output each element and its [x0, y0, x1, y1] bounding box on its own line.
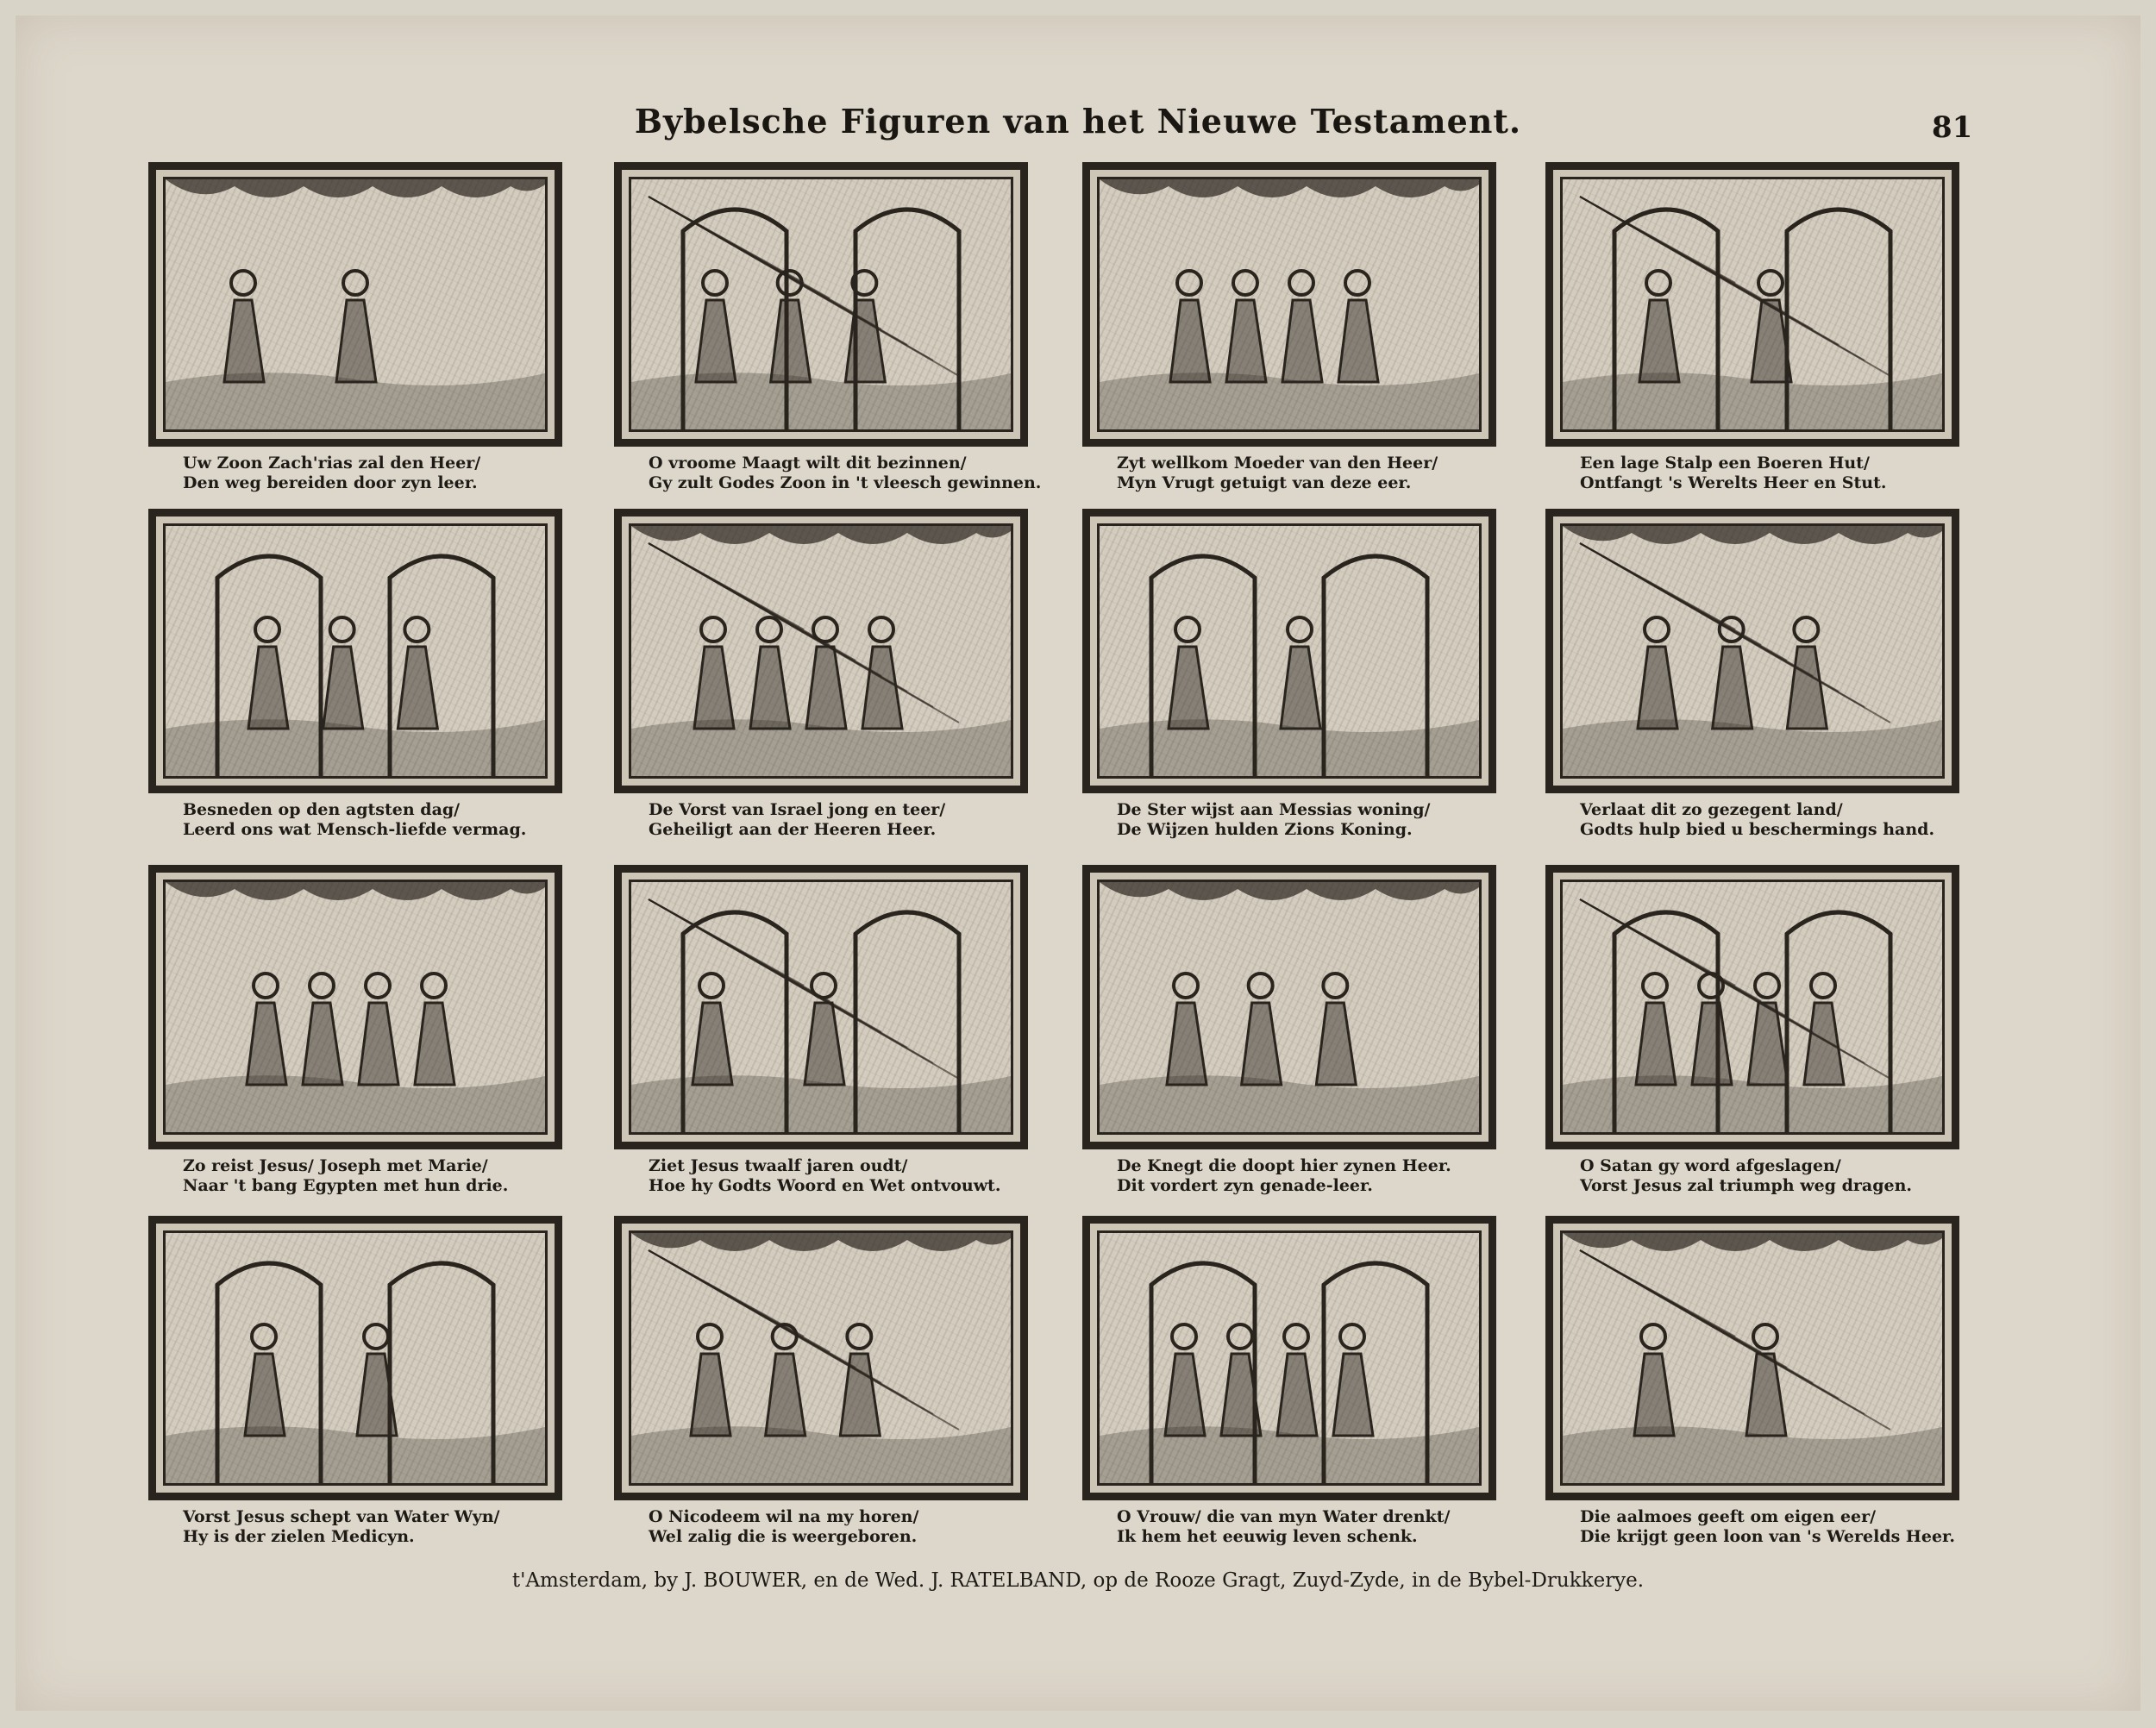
panel-caption [1580, 454, 1977, 493]
panel-caption [1117, 454, 1514, 493]
caption-line-2: Die krijgt geen loon van 's Werelds Heer. [1580, 1527, 1955, 1546]
scene-drawing [1100, 526, 1479, 776]
woodcut-frame [614, 162, 1028, 447]
panel-caption [1580, 1156, 1977, 1196]
woodcut-frame [1082, 865, 1496, 1149]
woodcut-frame [148, 1216, 562, 1500]
caption-line-2: Dit vordert zyn genade-leer. [1117, 1176, 1373, 1195]
caption-line-2: Godts hulp bied u beschermings hand. [1580, 820, 1935, 839]
scene-drawing [166, 179, 545, 429]
caption-line-2: Myn Vrugt getuigt van deze eer. [1117, 473, 1412, 492]
scene-drawing [631, 882, 1011, 1132]
caption-line-1: De Knegt die doopt hier zynen Heer. [1117, 1156, 1451, 1175]
scene-drawing [1100, 882, 1479, 1132]
scene-drawing [166, 526, 545, 776]
scene-drawing [1563, 179, 1942, 429]
imprint-line: t'Amsterdam, by J. BOUWER, en de Wed. J. RATELBAND, op de Rooze Gragt, Zuyd-Zyde, in de Bybel-Drukkerye. [511, 1569, 1645, 1592]
woodcut-frame [1545, 162, 1959, 447]
woodcut-frame [614, 509, 1028, 793]
woodcut-illustration [1097, 523, 1482, 779]
woodcut-illustration [629, 1230, 1013, 1486]
woodcut-frame [1545, 1216, 1959, 1500]
woodcut-illustration [163, 880, 548, 1135]
scene-drawing [631, 1233, 1011, 1483]
woodcut-illustration [629, 523, 1013, 779]
caption-line-2: Ik hem het eeuwig leven schenk. [1117, 1527, 1418, 1546]
caption-line-1: Die aalmoes geeft om eigen eer/ [1580, 1507, 1877, 1526]
caption-line-2: Hy is der zielen Medicyn. [183, 1527, 415, 1546]
caption-line-1: Uw Zoon Zach'rias zal den Heer/ [183, 454, 481, 473]
woodcut-illustration [163, 523, 548, 779]
panel-caption [1580, 1507, 1977, 1547]
caption-line-1: Verlaat dit zo gezegent land/ [1580, 800, 1843, 819]
panel-caption [649, 454, 1045, 493]
woodcut-frame [148, 509, 562, 793]
woodcut-frame [1082, 1216, 1496, 1500]
scene-drawing [1563, 1233, 1942, 1483]
woodcut-frame [614, 865, 1028, 1149]
panel-caption [649, 800, 1045, 840]
caption-line-2: Ontfangt 's Werelts Heer en Stut. [1580, 473, 1887, 492]
panel-caption [649, 1507, 1045, 1547]
panel-caption [649, 1156, 1045, 1196]
woodcut-illustration [163, 1230, 548, 1486]
scene-drawing [166, 882, 545, 1132]
caption-line-1: O vroome Maagt wilt dit bezinnen/ [649, 454, 967, 473]
caption-line-2: Naar 't bang Egypten met hun drie. [183, 1176, 509, 1195]
panel-caption [183, 800, 580, 840]
scene-drawing [631, 179, 1011, 429]
woodcut-frame [1082, 509, 1496, 793]
caption-line-2: Hoe hy Godts Woord en Wet ontvouwt. [649, 1176, 1001, 1195]
woodcut-frame [148, 162, 562, 447]
caption-line-1: O Nicodeem wil na my horen/ [649, 1507, 919, 1526]
caption-line-1: Ziet Jesus twaalf jaren oudt/ [649, 1156, 908, 1175]
caption-line-1: De Ster wijst aan Messias woning/ [1117, 800, 1431, 819]
panel-caption [1117, 1507, 1514, 1547]
caption-line-1: O Vrouw/ die van myn Water drenkt/ [1117, 1507, 1451, 1526]
panel-caption [1117, 1156, 1514, 1196]
scene-drawing [1563, 526, 1942, 776]
page-number: 81 [1932, 110, 1973, 145]
scene-drawing [1100, 1233, 1479, 1483]
caption-line-1: Besneden op den agtsten dag/ [183, 800, 461, 819]
panel-caption [183, 1507, 580, 1547]
woodcut-illustration [629, 880, 1013, 1135]
scene-drawing [631, 526, 1011, 776]
woodcut-illustration [1097, 177, 1482, 432]
page-title: Bybelsche Figuren van het Nieuwe Testament. [634, 102, 1522, 141]
caption-line-2: Vorst Jesus zal triumph weg dragen. [1580, 1176, 1912, 1195]
woodcut-illustration [163, 177, 548, 432]
panel-caption [1580, 800, 1977, 840]
woodcut-illustration [1097, 1230, 1482, 1486]
caption-line-2: Gy zult Godes Zoon in 't vleesch gewinnen. [649, 473, 1042, 492]
scene-drawing [1100, 179, 1479, 429]
caption-line-1: Een lage Stalp een Boeren Hut/ [1580, 454, 1870, 473]
caption-line-1: Zo reist Jesus/ Joseph met Marie/ [183, 1156, 488, 1175]
woodcut-frame [1082, 162, 1496, 447]
woodcut-frame [148, 865, 562, 1149]
woodcut-illustration [1560, 177, 1945, 432]
panel-caption [183, 454, 580, 493]
woodcut-illustration [1560, 880, 1945, 1135]
scene-drawing [166, 1233, 545, 1483]
caption-line-2: Wel zalig die is weergeboren. [649, 1527, 918, 1546]
woodcut-illustration [1560, 1230, 1945, 1486]
woodcut-illustration [629, 177, 1013, 432]
caption-line-1: Zyt wellkom Moeder van den Heer/ [1117, 454, 1438, 473]
woodcut-illustration [1560, 523, 1945, 779]
caption-line-2: Den weg bereiden door zyn leer. [183, 473, 478, 492]
caption-line-2: Geheiligt aan der Heeren Heer. [649, 820, 937, 839]
caption-line-2: Leerd ons wat Mensch-liefde vermag. [183, 820, 527, 839]
woodcut-frame [1545, 509, 1959, 793]
caption-line-2: De Wijzen hulden Zions Koning. [1117, 820, 1413, 839]
caption-line-1: O Satan gy word afgeslagen/ [1580, 1156, 1841, 1175]
caption-line-1: De Vorst van Israel jong en teer/ [649, 800, 946, 819]
panel-caption [1117, 800, 1514, 840]
caption-line-1: Vorst Jesus schept van Water Wyn/ [183, 1507, 500, 1526]
woodcut-illustration [1097, 880, 1482, 1135]
woodcut-frame [614, 1216, 1028, 1500]
woodcut-frame [1545, 865, 1959, 1149]
panel-caption [183, 1156, 580, 1196]
scene-drawing [1563, 882, 1942, 1132]
